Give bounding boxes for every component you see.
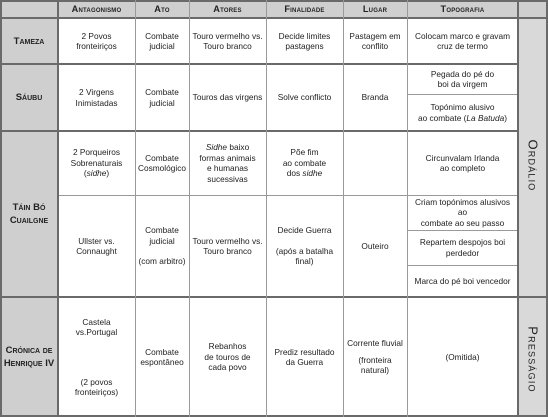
tain-a-topografia: Circunvalam Irlanda ao completo [425, 152, 500, 173]
grid-line [407, 0, 408, 417]
grid-line [0, 130, 518, 132]
grid-line [407, 94, 518, 95]
side-label-pressagio: Presságio [525, 326, 541, 393]
row-label-cronica-henrique: Crónica de Henrique IV [0, 297, 58, 417]
cronica-topografia: (Omitida) [445, 351, 480, 362]
tameza-lugar: Pastagem em conflito [349, 30, 401, 51]
cronica-lugar: Corrente fluvial (fronteira natural) [347, 338, 403, 376]
tameza-ato: Combate judicial [145, 30, 179, 51]
cronica-finalidade: Prediz resultado da Guerra [274, 346, 335, 367]
saubu-antagonismo: 2 Virgens Inimistadas [75, 87, 118, 108]
cronica-ato: Combate espontâneo [140, 346, 184, 367]
grid-line [0, 296, 548, 298]
saubu-topografia-2: Topónimo alusivo ao combate (La Batuda) [417, 102, 508, 123]
grid-line [57, 0, 59, 417]
saubu-topografia-1: Pegada do pé do boi da virgem [430, 68, 495, 89]
tain-b-topografia-2: Repartem despojos boi perdedor [419, 237, 506, 258]
tain-b-lugar: Outeiro [361, 240, 389, 251]
grid-line [58, 195, 518, 196]
tain-b-ato: Combate judicial (com arbitro) [138, 225, 186, 267]
row-label-tameza: Tameza [0, 18, 58, 64]
tain-a-ato: Combate Cosmológico [138, 152, 186, 173]
grid-line [189, 0, 190, 417]
grid-line [407, 265, 518, 266]
header-side [518, 0, 548, 18]
header-lugar: Lugar [343, 0, 407, 18]
header-topografia: Topografia [407, 0, 518, 18]
tain-b-atores: Touro vermelho vs. Touro branco [192, 235, 263, 256]
saubu-lugar: Branda [361, 92, 389, 103]
tain-b-finalidade: Decide Guerra (após a batalha final) [275, 225, 334, 267]
row-label-tain-bo-cuailgne: Táin Bó Cuailgne [0, 131, 58, 297]
saubu-atores: Touros das virgens [192, 92, 263, 103]
tain-a-finalidade: Põe fim ao combate dos sidhe [282, 147, 327, 179]
tain-a-atores: Sidhe baixo formas animais e humanas sucessivas [199, 142, 256, 184]
header-finalidade: Finalidade [266, 0, 343, 18]
tain-b-antagonismo: Ullster vs. Connaught [76, 235, 117, 256]
grid-line [343, 0, 344, 417]
tameza-topografia: Colocam marco e gravam cruz de termo [415, 30, 510, 51]
grid-line [0, 63, 518, 65]
header-atores: Atores [189, 0, 266, 18]
saubu-ato: Combate judicial [145, 87, 179, 108]
grid-line [0, 0, 548, 2]
cronica-antagonismo-note: (2 povos fronteiriços) [74, 376, 119, 397]
tain-b-topografia-1: Criam topónimos alusivos ao combate ao seu passo [415, 196, 510, 228]
tameza-finalidade: Decide limites pastagens [278, 30, 331, 51]
tain-a-antagonismo: 2 Porqueiros Sobrenaturais (sidhe) [70, 147, 123, 179]
cronica-atores: Rebanhos de touros de cada povo [204, 341, 251, 373]
row-label-saubu: Sáubu [0, 64, 58, 131]
saubu-finalidade: Solve conflicto [277, 92, 332, 103]
tameza-atores: Touro vermelho vs. Touro branco [192, 30, 263, 51]
grid-line [407, 230, 518, 231]
cronica-antagonismo-main: Castela vs.Portugal [75, 316, 118, 337]
grid-line [0, 17, 548, 19]
grid-line [266, 0, 267, 417]
grid-line [517, 0, 519, 417]
grid-line [135, 0, 136, 417]
tain-a-lugar [343, 131, 407, 195]
tameza-antagonismo: 2 Povos fronteiriços [76, 30, 117, 51]
side-label-ordalio: Ordálio [525, 139, 541, 192]
tain-b-topografia-3: Marca do pé boi vencedor [414, 275, 511, 286]
header-ato: Ato [135, 0, 189, 18]
header-corner [0, 0, 58, 18]
header-antagonismo: Antagonismo [58, 0, 135, 18]
